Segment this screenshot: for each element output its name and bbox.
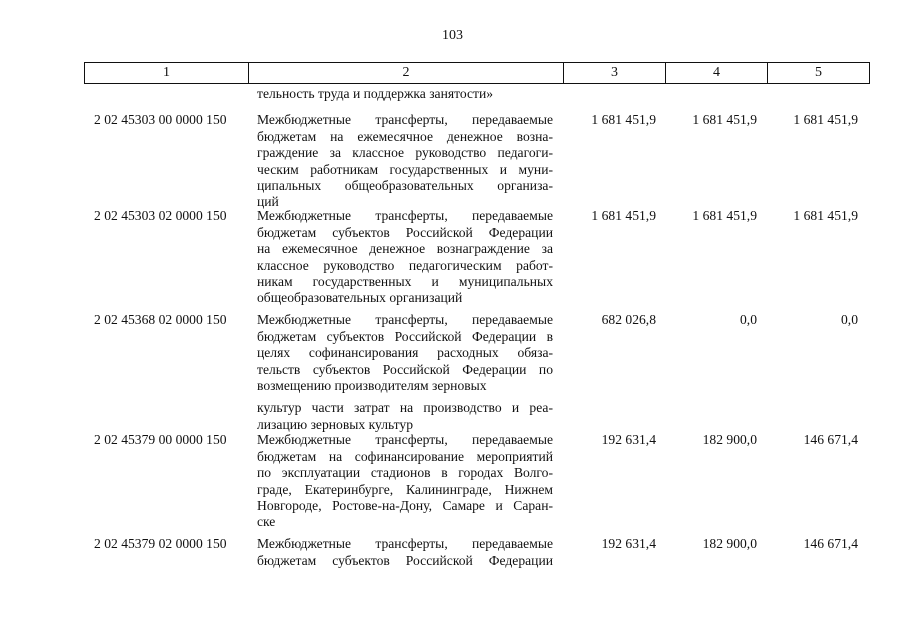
page-number: 103: [442, 28, 463, 43]
row-name-line: бюджетам на софинансирование мероприятий: [257, 448, 553, 464]
row-name-line: бюджетам на ежемесячное денежное возна-: [257, 128, 553, 144]
row-name-line: Межбюджетные трансферты, передаваемые: [257, 312, 553, 328]
row-name-line: никам государственных и муниципальных: [257, 274, 553, 290]
table-row: [84, 432, 866, 536]
row-name-line: бюджетам субъектов Российской Федерации: [257, 224, 553, 240]
row-name-line: лизацию зерновых культур: [257, 416, 414, 432]
header-col-1: 1: [85, 63, 249, 84]
table-header: [84, 62, 870, 84]
row-value-4: 182 900,0: [702, 432, 757, 448]
row-name: [247, 432, 561, 536]
row-value-3: 682 026,8: [601, 312, 656, 328]
row-value-5: 0,0: [841, 312, 858, 328]
row-name-line: целях софинансирования расходных обяза-: [257, 345, 553, 361]
row-name: [247, 86, 561, 102]
row-name-line: ческим работникам государственных и муни-: [257, 161, 553, 177]
row-name-line: на ежемесячное денежное вознаграждение за: [257, 241, 553, 257]
row-name: [247, 112, 561, 208]
row-name-line: бюджетам субъектов Российской Федерации в: [257, 328, 553, 344]
header-col-5: 5: [768, 63, 870, 84]
row-name-line: классное руководство педагогическим работ-: [257, 257, 553, 273]
row-name-line: граде, Екатеринбурге, Калининграде, Нижнем: [257, 481, 553, 497]
table-row: [84, 312, 866, 432]
row-code: [84, 86, 247, 102]
row-value-4: 1 681 451,9: [692, 208, 757, 224]
row-value-5: 1 681 451,9: [793, 208, 858, 224]
table-body: [84, 86, 866, 569]
row-value-4: 1 681 451,9: [692, 112, 757, 128]
row-name: [247, 536, 561, 569]
table-row: [84, 112, 866, 208]
row-name-line: ций: [257, 194, 279, 210]
row-name-line: ципальных общеобразовательных организа-: [257, 178, 553, 194]
row-value-5: 146 671,4: [803, 536, 858, 552]
row-name-line: общеобразовательных организаций: [257, 290, 463, 306]
row-name-line: Межбюджетные трансферты, передаваемые: [257, 536, 553, 552]
header-col-2: 2: [249, 63, 564, 84]
row-value-3: 192 631,4: [601, 432, 656, 448]
row-name-line: бюджетам субъектов Российской Федерации: [257, 552, 553, 568]
table-row: [84, 86, 866, 102]
row-value-5: 146 671,4: [803, 432, 858, 448]
row-name-line: Новгороде, Ростове-на-Дону, Самаре и Саран-: [257, 498, 553, 514]
row-code: 2 02 45303 02 0000 150: [94, 208, 227, 224]
row-name-line: ске: [257, 514, 276, 530]
row-value-3: [561, 86, 662, 102]
row-name-line: возмещению производителям зерновых: [257, 378, 487, 394]
row-code: 2 02 45368 02 0000 150: [94, 312, 227, 328]
row-code: 2 02 45379 02 0000 150: [94, 536, 227, 552]
row-name-line: по эксплуатации стадионов в городах Волго-: [257, 465, 553, 481]
header-row: [85, 63, 870, 84]
row-name-line: Межбюджетные трансферты, передаваемые: [257, 432, 553, 448]
row-name-line: тельств субъектов Российской Федерации по: [257, 361, 553, 377]
table-row: [84, 536, 866, 569]
row-value-4: 0,0: [740, 312, 757, 328]
row-value-3: 1 681 451,9: [591, 112, 656, 128]
row-value-4: 182 900,0: [702, 536, 757, 552]
header-col-3: 3: [564, 63, 666, 84]
row-name-line: граждение за классное руководство педагоги-: [257, 145, 553, 161]
row-name-line: Межбюджетные трансферты, передаваемые: [257, 112, 553, 128]
header-col-4: 4: [666, 63, 768, 84]
row-value-5: 1 681 451,9: [793, 112, 858, 128]
row-value-3: 1 681 451,9: [591, 208, 656, 224]
row-code: 2 02 45379 00 0000 150: [94, 432, 227, 448]
row-name: [247, 312, 561, 432]
row-value-4: [662, 86, 763, 102]
row-name-line: тельность труда и поддержка занятости»: [257, 86, 494, 101]
row-value-3: 192 631,4: [601, 536, 656, 552]
row-name: [247, 208, 561, 312]
table-row: [84, 208, 866, 312]
row-value-5: [763, 86, 864, 102]
row-name-line: культур части затрат на производство и реа-: [257, 400, 553, 416]
row-name-line: Межбюджетные трансферты, передаваемые: [257, 208, 553, 224]
row-code: 2 02 45303 00 0000 150: [94, 112, 227, 128]
